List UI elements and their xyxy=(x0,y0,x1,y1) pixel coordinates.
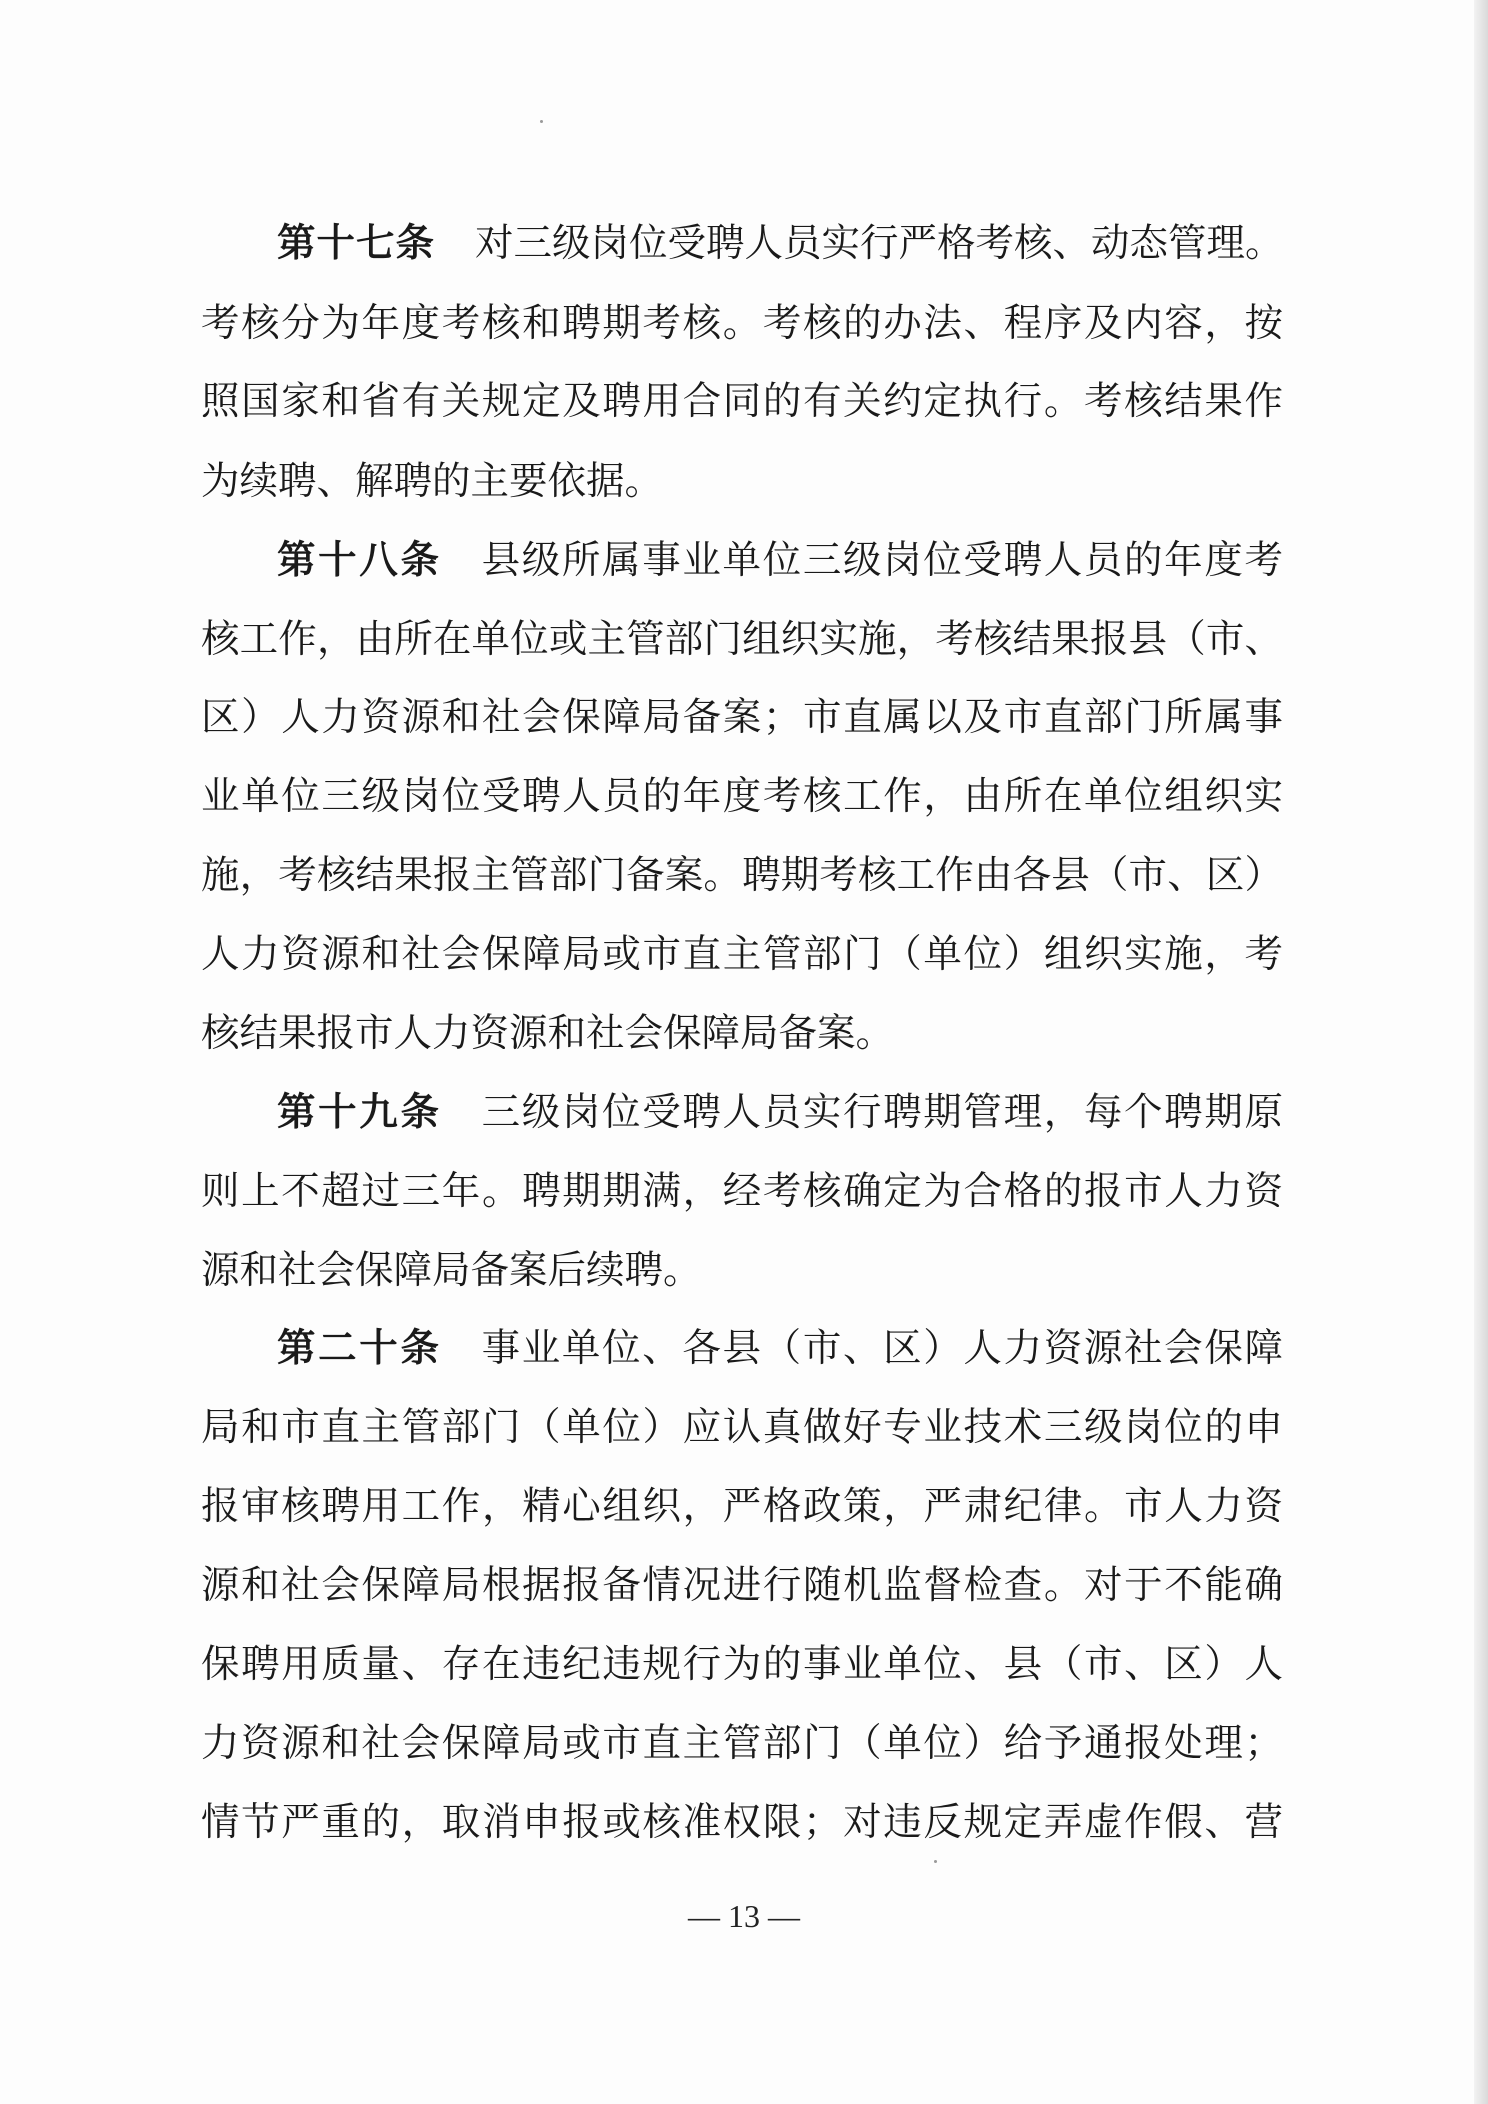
line-text: 对三级岗位受聘人员实行严格考核、动态管理。 xyxy=(475,221,1284,266)
paragraph-line xyxy=(277,218,1283,270)
paragraph-line xyxy=(277,1323,1283,1375)
line-text: 三级岗位受聘人员实行聘期管理，每个聘期原 xyxy=(481,1090,1283,1135)
article-heading: 第十九条 xyxy=(277,1090,442,1135)
scan-edge xyxy=(1474,0,1488,2104)
article-heading: 第二十条 xyxy=(277,1326,442,1371)
paragraph-line: 业单位三级岗位受聘人员的年度考核工作，由所在单位组织实 xyxy=(201,774,1283,819)
paragraph-line xyxy=(277,1087,1283,1139)
paragraph-line: 源和社会保障局根据报备情况进行随机监督检查。对于不能确 xyxy=(201,1563,1283,1608)
line-text: 县级所属事业单位三级岗位受聘人员的年度考 xyxy=(481,538,1283,583)
paragraph-line: 力资源和社会保障局或市直主管部门（单位）给予通报处理； xyxy=(201,1721,1283,1766)
paragraph-line xyxy=(277,535,1283,587)
paragraph-line: 区）人力资源和社会保障局备案；市直属以及市直部门所属事 xyxy=(201,695,1283,740)
paragraph-line: 情节严重的，取消申报或核准权限；对违反规定弄虚作假、营 xyxy=(201,1800,1283,1845)
paragraph-line: 核工作，由所在单位或主管部门组织实施，考核结果报县（市、 xyxy=(201,617,1283,662)
scan-speck xyxy=(540,120,543,123)
paragraph-line: 照国家和省有关规定及聘用合同的有关约定执行。考核结果作 xyxy=(201,379,1283,424)
paragraph-line: 源和社会保障局备案后续聘。 xyxy=(201,1248,702,1293)
paragraph-line: 局和市直主管部门（单位）应认真做好专业技术三级岗位的申 xyxy=(201,1405,1283,1450)
paragraph-line: 人力资源和社会保障局或市直主管部门（单位）组织实施，考 xyxy=(201,932,1283,977)
paragraph-line: 保聘用质量、存在违纪违规行为的事业单位、县（市、区）人 xyxy=(201,1642,1283,1687)
paragraph-line: 则上不超过三年。聘期期满，经考核确定为合格的报市人力资 xyxy=(201,1169,1283,1214)
scan-speck xyxy=(934,1860,937,1863)
paragraph-line: 报审核聘用工作，精心组织，严格政策，严肃纪律。市人力资 xyxy=(201,1484,1283,1529)
page-number: — 13 — xyxy=(688,1898,800,1934)
article-heading: 第十七条 xyxy=(277,221,436,266)
paragraph-line: 核结果报市人力资源和社会保障局备案。 xyxy=(201,1011,895,1056)
line-text: 事业单位、各县（市、区）人力资源社会保障 xyxy=(481,1326,1283,1371)
paragraph-line: 为续聘、解聘的主要依据。 xyxy=(201,459,664,504)
paragraph-line: 考核分为年度考核和聘期考核。考核的办法、程序及内容，按 xyxy=(201,301,1283,346)
paragraph-line: 施，考核结果报主管部门备案。聘期考核工作由各县（市、区） xyxy=(201,853,1283,898)
article-heading: 第十八条 xyxy=(277,538,442,583)
